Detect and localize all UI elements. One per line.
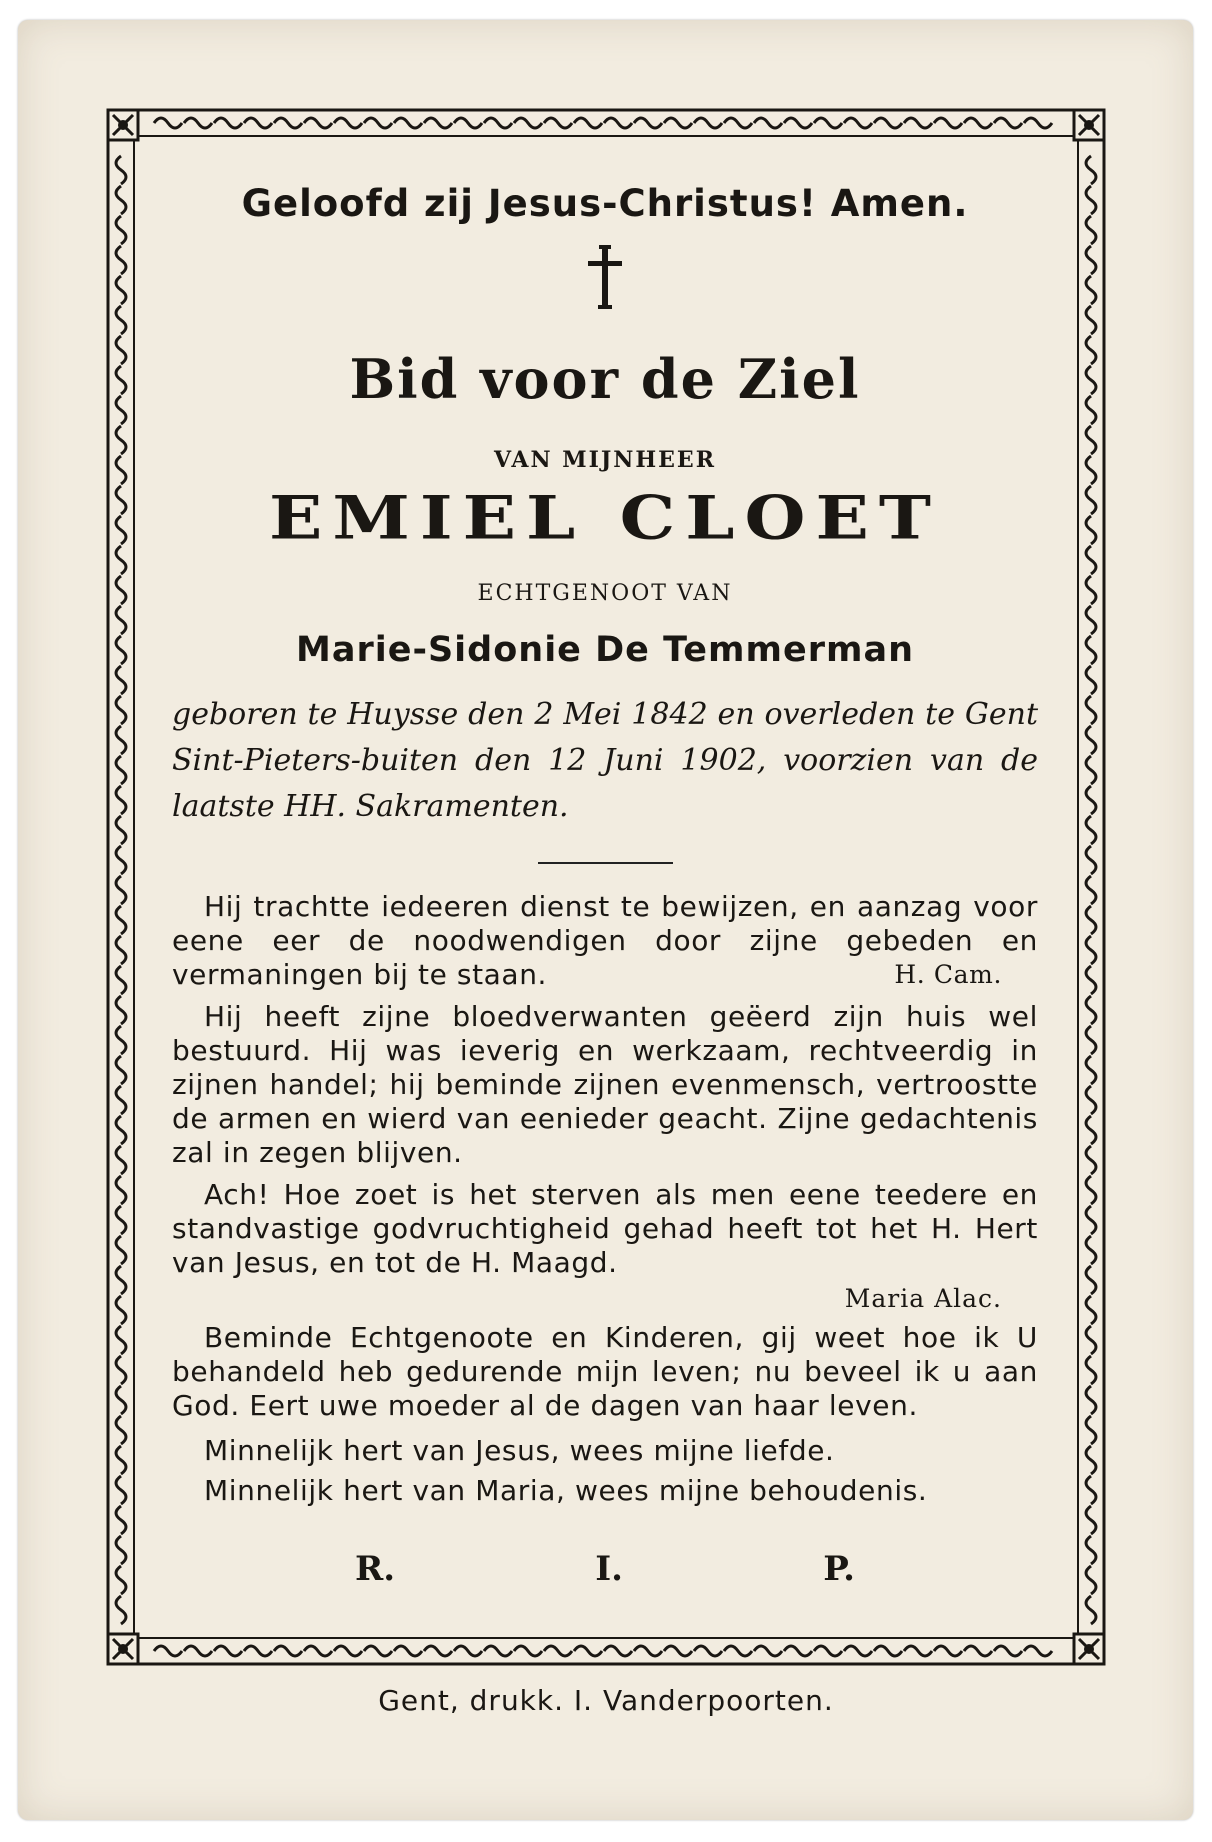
spouse-label: ECHTGENOOT VAN: [477, 581, 733, 606]
van-mijnheer-label: VAN MIJNHEER: [494, 447, 716, 473]
rip-r: R.: [355, 1549, 396, 1589]
header-text: Geloofd zij Jesus-Christus! Amen.: [241, 182, 969, 225]
biography: geboren te Huysse den 2 Mei 1842 en overleden te Gent Sint-Pieters-buiten den 12 Juni 1902, voorzien van de laatste HH. Sakramenten.: [172, 697, 1038, 824]
rip-p: P.: [823, 1549, 855, 1589]
printer-imprint: Gent, drukk. I. Vanderpoorten.: [378, 1684, 834, 1717]
rip-i: I.: [595, 1549, 624, 1589]
paragraph-4: Beminde Echtgenoote en Kinderen, gij weet hoe ik U behandeld heb gedurende mijn leven; nu beveel ik u aan God. Eert uwe moeder al de dagen van haar leven.: [172, 1321, 1038, 1422]
spouse-name: Marie-Sidonie De Temmerman: [296, 630, 914, 670]
closing-line-1: Minnelijk hert van Jesus, wees mijne liefde.: [204, 1434, 835, 1467]
card-content: [172, 160, 1038, 1589]
paragraph-1-text: Hij trachtte iedeeren dienst te bewijzen, en aanzag voor eene eer de noodwendigen door zijne gebeden en vermaningen bij te staan.: [172, 890, 1038, 991]
deceased-name: EMIEL CLOET: [269, 482, 941, 553]
paragraph-1-signature: H. Cam.: [894, 960, 1002, 989]
prayer-title: Bid voor de Ziel: [349, 347, 861, 411]
rip-line: [355, 1549, 855, 1589]
closing-line-2: Minnelijk hert van Maria, wees mijne behoudenis.: [204, 1474, 928, 1507]
paragraph-3-signature: Maria Alac.: [844, 1284, 1002, 1313]
paragraph-3: Ach! Hoe zoet is het sterven als men eene teedere en standvastige godvruchtigheid gehad heeft tot het H. Hert van Jesus, en tot de H. Maagd.: [172, 1178, 1038, 1279]
cross-icon: [172, 245, 1038, 335]
paragraph-1: [172, 890, 1038, 992]
divider: [538, 862, 673, 864]
paragraph-2: Hij heeft zijne bloedverwanten geëerd zijn huis wel bestuurd. Hij was ieverig en werkzaam, rechtveerdig in zijnen handel; hij beminde zijnen evenmensch, vertroostte de armen en wierd van eenieder geacht. Zijne gedachtenis zal in zegen blijven.: [172, 1000, 1038, 1169]
